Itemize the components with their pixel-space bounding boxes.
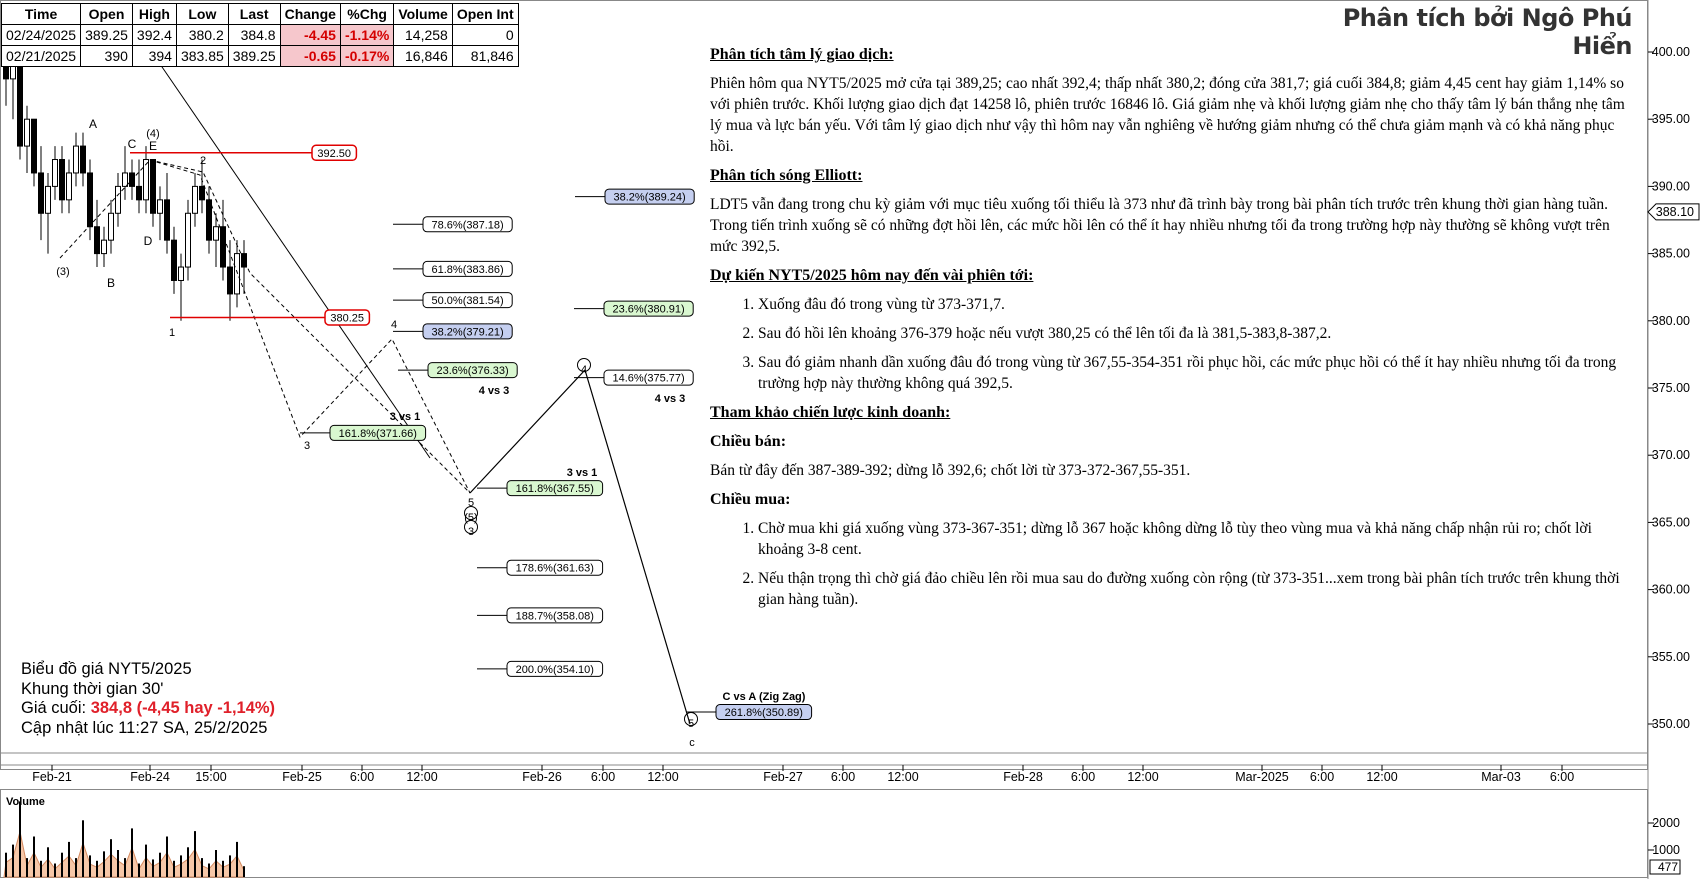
- candle-body: [158, 200, 163, 213]
- wave-label: 3 vs 1: [566, 467, 598, 479]
- section-title: Dự kiến NYT5/2025 hôm nay đến vài phiên tới:: [710, 267, 1034, 284]
- col-header: Open Int: [452, 4, 518, 25]
- x-tick-label: Feb-28: [1003, 770, 1043, 784]
- candle-body: [179, 267, 184, 280]
- info-line: Biểu đồ giá NYT5/2025: [21, 660, 192, 678]
- candle-body: [32, 119, 37, 173]
- cell: 392.4: [132, 25, 176, 46]
- x-tick-label: Feb-21: [32, 770, 72, 784]
- last-price-label: 388.10: [1655, 204, 1694, 219]
- candle-body: [95, 227, 100, 254]
- cell: 81,846: [452, 46, 518, 67]
- candle-body: [25, 119, 30, 146]
- col-header: %Chg: [340, 4, 393, 25]
- y-tick-label: 400.00: [1651, 45, 1690, 59]
- candle-body: [109, 213, 114, 240]
- candle-body: [214, 227, 219, 240]
- info-label: Giá cuối:: [21, 699, 91, 717]
- candle-body: [186, 213, 191, 267]
- x-tick-label: Mar-2025: [1235, 770, 1289, 784]
- col-header: Open: [81, 4, 133, 25]
- wave-label: (4): [146, 128, 160, 140]
- section-title: Tham khảo chiến lược kinh doanh:: [710, 404, 951, 421]
- list-item: 2. Nếu thận trọng thì chờ giá đảo chiều lên rồi mua sau do đường xuống còn rộng (từ 373-351...xem trong bài phân tích trước trên khung thời gian hàng tuần).: [758, 568, 1625, 610]
- list-item: 2. Sau đó hồi lên khoảng 376-379 hoặc nếu vượt 380,25 có thể lên tối đa là 381,5-383,8-387,2.: [758, 323, 1625, 344]
- x-tick-label: 12:00: [887, 770, 919, 784]
- y-tick-label: 355.00: [1651, 649, 1690, 664]
- candle-body: [53, 160, 58, 187]
- cell: 384.8: [228, 25, 280, 46]
- info-last-price: 384,8 (-4,45 hay -1,14%): [90, 699, 276, 717]
- x-tick-label: Feb-27: [763, 770, 803, 784]
- wave-label: C: [127, 137, 137, 151]
- wave-label: D: [143, 234, 153, 248]
- fib-level-label: 50.0%(381.54): [431, 295, 504, 308]
- volume-frame: [1, 790, 1648, 878]
- candle-body: [200, 186, 205, 199]
- fib-level-label: 14.6%(375.77): [612, 372, 685, 385]
- x-tick-label: 6:00: [1549, 770, 1575, 784]
- fib-level-label: 38.2%(379.21): [431, 326, 504, 339]
- subsection-title: Chiều bán:: [710, 433, 787, 450]
- fib-level-label: 178.6%(361.63): [515, 562, 594, 575]
- candle-body: [39, 173, 44, 213]
- x-tick-label: 6:00: [1070, 770, 1096, 784]
- wave-label: A: [88, 117, 98, 131]
- wave-label: (3): [56, 266, 70, 278]
- y-tick-label: 390.00: [1651, 179, 1690, 194]
- cell: 16,846: [394, 46, 453, 67]
- x-tick-label: 12:00: [1127, 770, 1159, 784]
- fib-level-label: 188.7%(358.08): [515, 610, 594, 623]
- wave-label: 4 vs 3: [478, 385, 510, 397]
- x-tick-label: 6:00: [590, 770, 616, 784]
- x-tick-label: 6:00: [1309, 770, 1335, 784]
- wave-label: 2: [199, 155, 207, 167]
- y-tick-label: 370.00: [1651, 448, 1690, 463]
- fib-level-label: 161.8%(371.66): [338, 427, 417, 440]
- y-tick-label: 395.00: [1651, 112, 1690, 127]
- wave-label: 4: [580, 364, 588, 376]
- candle-body: [144, 160, 149, 200]
- fib-level-label: 38.2%(389.24): [613, 191, 686, 204]
- candle-body: [18, 65, 23, 146]
- wave-label: 3: [467, 526, 475, 538]
- section-text: LDT5 vẫn đang trong chu kỳ giảm với mục tiêu xuống tối thiểu là 373 như đã trình bày trong bài phân tích trước trên khung thời gian hàng tuần. Trong tiến trình xuống sẽ có những đợt hồi lên, các mức hồi lên có thể ít hay nhiều nhưng tối đa trong trường hợp này thường sẽ không vượt trên mức 392,5.: [710, 196, 1610, 255]
- wave-label: c: [689, 737, 695, 749]
- y-tick-label: 375.00: [1651, 381, 1690, 395]
- author-title: Phân tích bởi Ngô Phú Hiển: [1342, 4, 1632, 60]
- cell: 383.85: [176, 46, 228, 67]
- fib-level-label: 380.25: [330, 312, 365, 325]
- volume-last-label: 477: [1657, 860, 1678, 874]
- x-tick-label: Mar-03: [1481, 770, 1521, 784]
- quote-table: [1, 3, 519, 67]
- y-tick-label: 385.00: [1651, 246, 1690, 261]
- cell: 389.25: [81, 25, 133, 46]
- candle-body: [228, 267, 233, 294]
- table-row: [2, 25, 519, 46]
- volume-title: Volume: [6, 796, 45, 808]
- cell-pct-change: -0.17%: [340, 46, 393, 67]
- candle-body: [193, 186, 198, 213]
- info-line: [21, 699, 275, 719]
- cell: 02/24/2025: [2, 25, 81, 46]
- wave-label: 4: [390, 319, 398, 331]
- wave-label: C vs A (Zig Zag): [722, 691, 806, 703]
- col-header: Time: [2, 4, 81, 25]
- col-header: High: [132, 4, 176, 25]
- candle-body: [116, 186, 121, 213]
- cell: 14,258: [394, 25, 453, 46]
- candle-body: [74, 146, 79, 173]
- wave-label: (5): [464, 512, 478, 524]
- fib-level-label: 78.6%(387.18): [431, 219, 504, 232]
- y-tick-label: 350.00: [1651, 717, 1690, 731]
- x-tick-label: 15:00: [195, 770, 227, 784]
- section-title: Phân tích sóng Elliott:: [710, 167, 863, 184]
- candle-body: [151, 160, 156, 214]
- cell-change: -0.65: [280, 46, 340, 67]
- cell: 390: [81, 46, 133, 67]
- wave-label: 5: [467, 497, 475, 509]
- wave-label: 3: [303, 440, 311, 452]
- col-header: Low: [176, 4, 228, 25]
- candle-body: [88, 173, 93, 227]
- x-tick-label: 6:00: [830, 770, 856, 784]
- col-header: Last: [228, 4, 280, 25]
- forecast-list: [710, 294, 1625, 394]
- candle-body: [172, 240, 177, 280]
- cell: 389.25: [228, 46, 280, 67]
- cell: 380.2: [176, 25, 228, 46]
- fib-level-label: 200.0%(354.10): [515, 663, 594, 676]
- x-tick-label: Feb-25: [282, 770, 322, 784]
- wave-label: 5: [687, 718, 695, 730]
- candle-body: [81, 146, 86, 173]
- x-tick-label: 12:00: [406, 770, 438, 784]
- col-header: Change: [280, 4, 340, 25]
- info-line: Khung thời gian 30': [21, 679, 164, 698]
- list-item: 3. Sau đó giảm nhanh dần xuống đâu đó trong vùng từ 367,55-354-351 rồi phục hồi, các mức phục hồi có thể ít hay nhiều nhưng tối đa trong trường hợp này thường không quá 392,5.: [758, 352, 1625, 394]
- list-item: 1. Xuống đâu đó trong vùng từ 373-371,7.: [758, 294, 1625, 315]
- section-text: Bán từ đây đến 387-389-392; dừng lỗ 392,6; chốt lời từ 373-372-367,55-351.: [710, 462, 1191, 479]
- cell-change: -4.45: [280, 25, 340, 46]
- x-tick-label: 12:00: [1366, 770, 1398, 784]
- wave-label: E: [148, 139, 158, 153]
- trend-line: [160, 64, 430, 458]
- candle-body: [102, 240, 107, 253]
- col-header: Volume: [394, 4, 453, 25]
- fib-level-label: 261.8%(350.89): [724, 707, 803, 720]
- subsection-title: Chiều mua:: [710, 491, 791, 508]
- fib-level-label: 392.50: [317, 147, 352, 160]
- y-tick-label: 365.00: [1651, 515, 1690, 530]
- y-tick-label: 380.00: [1651, 313, 1690, 328]
- candle-body: [123, 173, 128, 186]
- candle-body: [11, 65, 16, 78]
- analysis-panel: [710, 44, 1625, 618]
- candle-body: [137, 186, 142, 199]
- wave-label: 4 vs 3: [654, 393, 686, 405]
- x-tick-label: Feb-24: [130, 770, 170, 784]
- cell: 394: [132, 46, 176, 67]
- info-line: Cập nhật lúc 11:27 SA, 25/2/2025: [21, 718, 268, 737]
- chart-info: [21, 660, 275, 738]
- x-tick-label: Feb-26: [522, 770, 562, 784]
- fib-level-label: 61.8%(383.86): [431, 263, 504, 276]
- candle-body: [221, 227, 226, 267]
- wave-label: B: [106, 276, 116, 290]
- candle-body: [46, 186, 51, 213]
- fib-level-label: 23.6%(376.33): [436, 365, 509, 378]
- fib-level-label: 161.8%(367.55): [515, 483, 594, 496]
- wave-label: 1: [168, 327, 176, 339]
- x-tick-label: 6:00: [349, 770, 375, 784]
- wave-path-dashed: [60, 160, 470, 493]
- candle-body: [67, 173, 72, 200]
- fib-level-label: 23.6%(380.91): [612, 303, 685, 316]
- quote-header-row: [2, 4, 519, 25]
- x-tick-label: 12:00: [647, 770, 679, 784]
- candle-body: [207, 200, 212, 240]
- list-item: 1. Chờ mua khi giá xuống vùng 373-367-351; dừng lỗ 367 hoặc không dừng lỗ tùy theo vùng mua và khả năng chấp nhận rủi ro; chốt lời khoảng 3-8 cent.: [758, 518, 1625, 560]
- candle-body: [235, 254, 240, 294]
- volume-tick-label: 2000: [1652, 816, 1680, 830]
- wave-label: 3 vs 1: [389, 411, 421, 423]
- candle-body: [60, 160, 65, 200]
- volume-tick-label: 1000: [1652, 843, 1680, 857]
- table-row: [2, 46, 519, 67]
- section-text: Phiên hôm qua NYT5/2025 mở cửa tại 389,25; cao nhất 392,4; thấp nhất 380,2; đóng cửa 381,7; giá cuối 384,8; giảm 4,45 cent hay giảm 1,14% so với phiên trước. Khối lượng giao dịch đạt 14258 lô, phiên trước 16846 lô. Giá giảm nhẹ và khối lượng giảm nhẹ cho thấy tâm lý bán thắng nhẹ tâm lý mua và lực bán yếu. Với tâm lý giao dịch như vậy thì hôm nay vẫn nghiêng về hướng giảm nhưng có thể chưa giảm mạnh và có khả năng phục hồi.: [710, 75, 1625, 155]
- cell: 0: [452, 25, 518, 46]
- cell: 02/21/2025: [2, 46, 81, 67]
- buy-list: [710, 518, 1625, 610]
- section-title: Phân tích tâm lý giao dịch:: [710, 46, 894, 63]
- cell-pct-change: -1.14%: [340, 25, 393, 46]
- y-tick-label: 360.00: [1651, 582, 1690, 597]
- candle-body: [165, 200, 170, 240]
